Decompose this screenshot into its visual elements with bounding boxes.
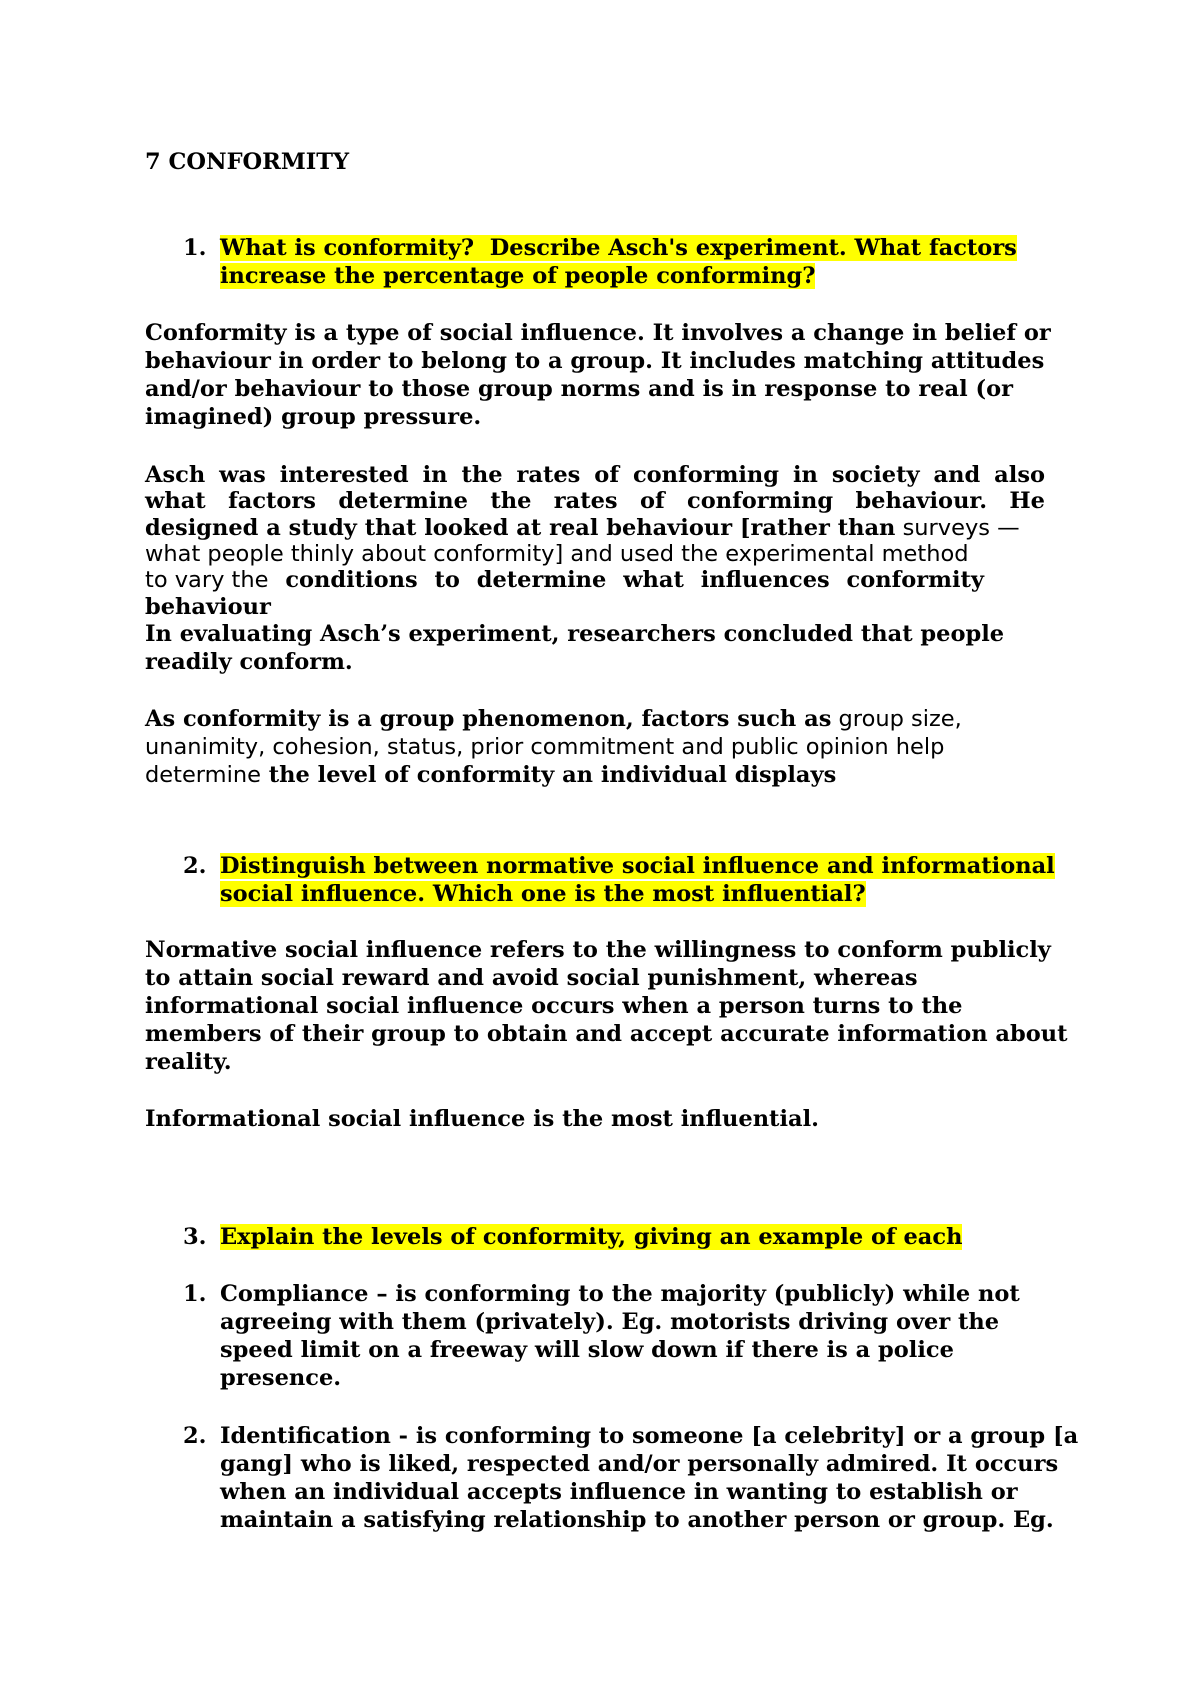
answer-1-p1-line: Conformity is a type of social influence. It involves a change in belief or <box>145 320 1051 346</box>
answer-2-p1-line: members of their group to obtain and accept accurate information about <box>145 1021 1068 1047</box>
question-2-line-1: Distinguish between normative social influence and informational <box>220 853 1055 879</box>
answer-2-p1-line: to attain social reward and avoid social punishment, whereas <box>145 965 918 991</box>
answer-1-p2-line: Asch was interested in the rates of conforming in society and also <box>145 462 1045 488</box>
level-1-line: agreeing with them (privately). Eg. motorists driving over the <box>220 1309 1000 1335</box>
answer-1-p2-line: what people thinly about conformity] and used the experimental method <box>145 541 969 567</box>
level-2-line: Identification - is conforming to someone [a celebrity] or a group [a <box>220 1423 1079 1449</box>
answer-1-p1-line: imagined) group pressure. <box>145 404 482 430</box>
answer-1-p2-line: to vary the conditions to determine what influences conformity <box>145 567 984 593</box>
answer-1-p3-line: As conformity is a group phenomenon, factors such as group size, <box>145 706 962 732</box>
answer-1-p2-line: behaviour <box>145 594 271 620</box>
question-1-line-1: What is conformity? Describe Asch's experiment. What factors <box>220 235 1017 261</box>
answer-1-p2-line: what factors determine the rates of conforming behaviour. He <box>145 488 1045 514</box>
level-1-line: speed limit on a freeway will slow down if there is a police <box>220 1337 954 1363</box>
question-3-number: 3. <box>183 1224 207 1250</box>
answer-1-p2-line: readily conform. <box>145 649 353 675</box>
answer-2-p2: Informational social influence is the most influential. <box>145 1106 819 1132</box>
page-title: 7 CONFORMITY <box>145 149 350 175</box>
level-2-number: 2. <box>183 1423 207 1449</box>
question-2-line-2: social influence. Which one is the most influential? <box>220 881 866 907</box>
answer-1-p2-line: designed a study that looked at real behaviour [rather than surveys — <box>145 515 1020 541</box>
question-1-line-2: increase the percentage of people conforming? <box>220 263 816 289</box>
level-2-line: when an individual accepts influence in wanting to establish or <box>220 1479 1018 1505</box>
question-2-number: 2. <box>183 853 207 879</box>
level-1-line: presence. <box>220 1365 342 1391</box>
level-1-number: 1. <box>183 1281 207 1307</box>
answer-1-p2-line: In evaluating Asch’s experiment, researchers concluded that people <box>145 621 1005 647</box>
answer-1-p1-line: behaviour in order to belong to a group. It includes matching attitudes <box>145 348 1045 374</box>
level-1-line: Compliance – is conforming to the majority (publicly) while not <box>220 1281 1020 1307</box>
answer-1-p1-line: and/or behaviour to those group norms and is in response to real (or <box>145 376 1014 402</box>
level-2-line: gang] who is liked, respected and/or personally admired. It occurs <box>220 1451 1059 1477</box>
level-2-line: maintain a satisfying relationship to another person or group. Eg. <box>220 1507 1054 1533</box>
answer-2-p1-line: informational social influence occurs when a person turns to the <box>145 993 963 1019</box>
answer-2-p1-line: reality. <box>145 1049 232 1075</box>
question-1-number: 1. <box>183 235 207 261</box>
answer-1-p3-line: determine the level of conformity an individual displays <box>145 762 837 788</box>
question-3-line: Explain the levels of conformity, giving an example of each <box>220 1224 963 1250</box>
answer-2-p1-line: Normative social influence refers to the willingness to conform publicly <box>145 937 1051 963</box>
answer-1-p3-line: unanimity, cohesion, status, prior commitment and public opinion help <box>145 734 945 760</box>
